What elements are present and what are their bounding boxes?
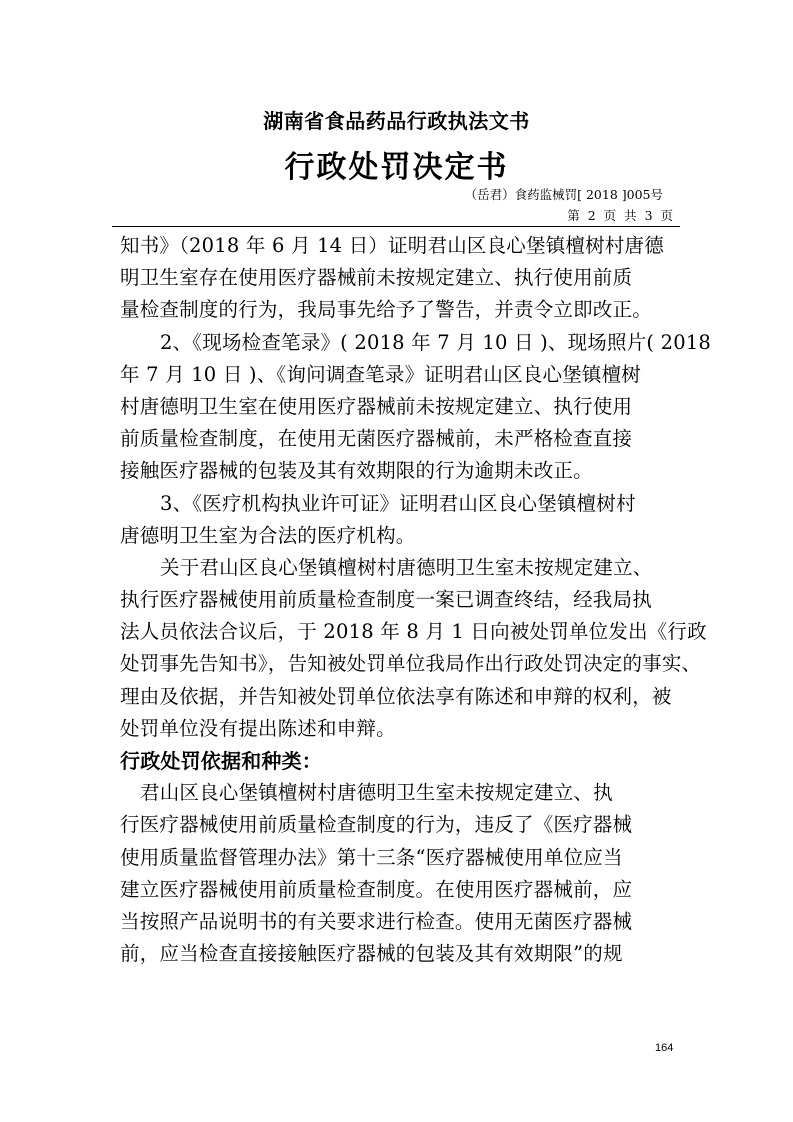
body-line: 量检查制度的行为，我局事先给予了警告，并责令立即改正。 [120,298,652,322]
body-line: 明卫生室存在使用医疗器械前未按规定建立、执行使用前质 [120,266,633,290]
body-line: 处罚事先告知书》，告知被处罚单位我局作出行政处罚决定的事实、 [120,652,702,676]
body-line: 唐德明卫生室为合法的医疗机构。 [120,523,416,547]
body-line: 建立医疗器械使用前质量检查制度。在使用医疗器械前，应 [120,877,633,901]
page-number: 164 [655,1042,674,1054]
body-line: 使用质量监督管理办法》第十三条“医疗器械使用单位应当 [120,845,623,869]
section-heading-basis: 行政处罚依据和种类： [120,749,322,773]
investigation-paragraph: 关于君山区良心堡镇檀树村唐德明卫生室未按规定建立、 [160,555,653,579]
body-line: 执行医疗器械使用前质量检查制度一案已调查终结，经我局执 [120,588,652,612]
basis-paragraph: 君山区良心堡镇檀树村唐德明卫生室未按规定建立、执 [140,781,613,805]
body-line: 当按照产品说明书的有关要求进行检查。使用无菌医疗器械 [120,909,633,933]
header-divider [112,226,680,227]
body-line: 行医疗器械使用前质量检查制度的行为，违反了《医疗器械 [120,813,633,837]
body-line: 年 7 月 10 日 )、《询问调查笔录》证明君山区良心堡镇檀树 [120,362,641,386]
body-line: 接触医疗器械的包装及其有效期限的行为逾期未改正。 [120,459,593,483]
body-line: 法人员依法合议后，于 2018 年 8 月 1 日向被处罚单位发出《行政 [120,620,707,644]
body-line: 处罚单位没有提出陈述和申辩。 [120,716,396,740]
evidence-item-3: 3、《医疗机构执业许可证》证明君山区良心堡镇檀树村 [160,491,636,515]
body-line: 前，应当检查直接接触医疗器械的包装及其有效期限”的规 [120,942,623,966]
document-type-title: 行政处罚决定书 [284,150,509,185]
body-line: 知书》（2018 年 6 月 14 日）证明君山区良心堡镇檀树村唐德 [120,234,664,257]
issuer-title: 湖南省食品药品行政执法文书 [263,109,530,133]
body-line: 村唐德明卫生室在使用医疗器械前未按规定建立、执行使用 [120,394,633,418]
body-line: 理由及依据，并告知被处罚单位依法享有陈述和申辩的权利，被 [120,684,672,708]
document-body [120,230,712,970]
document-number: （岳君）食药监械罚[ 2018 ]005号 [464,187,663,202]
body-line: 前质量检查制度，在使用无菌医疗器械前，未严格检查直接 [120,427,633,451]
page-count-info: 第 2 页 共 3 页 [567,208,673,223]
evidence-item-2: 2、《现场检查笔录》( 2018 年 7 月 10 日 )、现场照片( 2018 [160,330,712,354]
